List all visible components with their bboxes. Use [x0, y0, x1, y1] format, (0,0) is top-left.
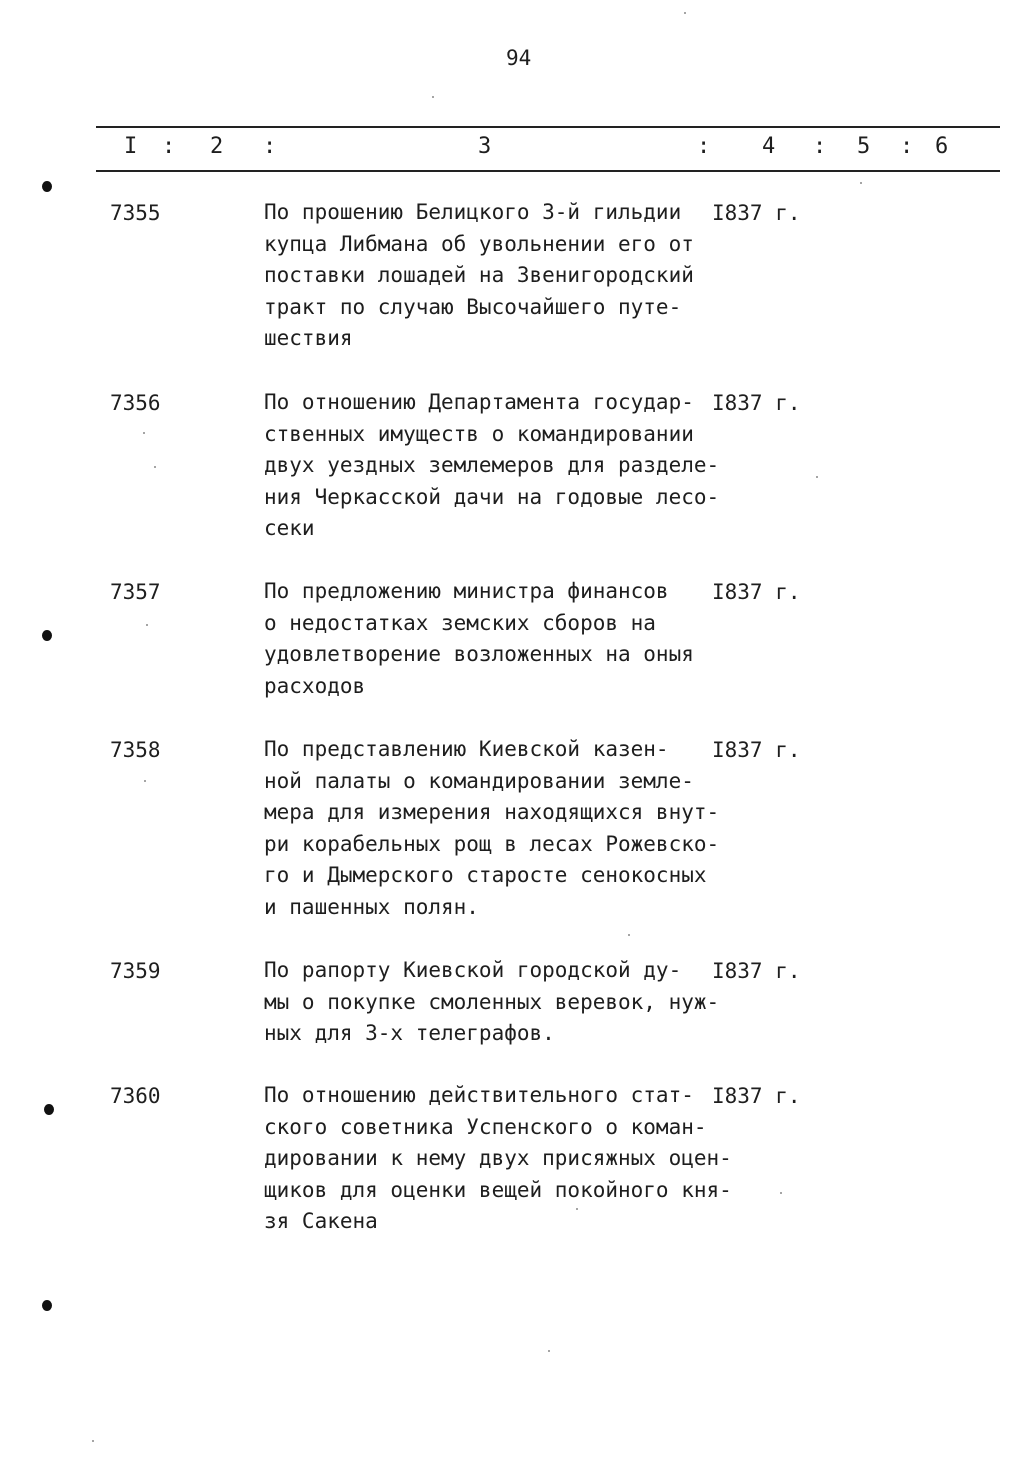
- description-line: По рапорту Киевской городской ду-: [264, 958, 682, 982]
- description-line: По отношению действительного стат-: [264, 1083, 694, 1107]
- entry-description: [264, 734, 744, 924]
- table-top-rule: [96, 126, 1000, 128]
- header-col-2: 2: [210, 134, 224, 159]
- punch-hole: [42, 1300, 52, 1311]
- header-separator-3: :: [697, 134, 711, 159]
- description-line: го и Дымерского старосте сенокосных: [264, 863, 707, 888]
- entry-date: I837 г.: [712, 1084, 801, 1108]
- description-line: ри корабельных рощ в лесах Рожевско-: [264, 831, 720, 856]
- description-line: мера для измерения находящихся внут-: [264, 800, 720, 825]
- entry-description: [264, 1080, 744, 1238]
- scan-speck: [860, 182, 862, 184]
- description-line: мы о покупке смоленных веревок, нуж-: [264, 989, 720, 1014]
- description-line: ского советника Успенского о коман-: [264, 1114, 707, 1139]
- page-number: 94: [506, 46, 532, 70]
- description-line: По прошению Белицкого 3-й гильдии: [264, 200, 682, 224]
- description-line: По предложению министра финансов: [264, 579, 669, 603]
- description-line: щиков для оценки вещей покойного кня-: [264, 1177, 732, 1202]
- entry-date: I837 г.: [712, 201, 801, 225]
- description-line: и пашенных полян.: [264, 894, 479, 919]
- table-header-row: [0, 134, 1024, 164]
- header-col-1: I: [124, 134, 138, 159]
- table-header-bottom-rule: [96, 170, 1000, 172]
- header-col-5: 5: [857, 134, 871, 159]
- scan-speck: [92, 1440, 94, 1442]
- description-line: ных для 3-х телеграфов.: [264, 1021, 555, 1046]
- description-line: ственных имуществ о командировании: [264, 421, 694, 446]
- scan-speck: [780, 1192, 782, 1194]
- punch-hole: [42, 181, 52, 192]
- scan-speck: [684, 12, 686, 14]
- entry-description: [264, 576, 744, 702]
- entry-number: 7356: [110, 391, 161, 415]
- description-line: купца Либмана об увольнении его от: [264, 231, 694, 256]
- description-line: зя Сакена: [264, 1209, 378, 1234]
- punch-hole: [44, 1104, 54, 1115]
- scan-speck: [143, 432, 145, 434]
- description-line: ния Черкасской дачи на годовые лесо-: [264, 484, 720, 509]
- header-separator-4: :: [813, 134, 827, 159]
- description-line: дировании к нему двух присяжных оцен-: [264, 1146, 732, 1171]
- header-separator-1: :: [162, 134, 176, 159]
- description-line: ной палаты о командировании земле-: [264, 768, 694, 793]
- entry-number: 7355: [110, 201, 161, 225]
- entry-description: [264, 197, 744, 355]
- entry-number: 7357: [110, 580, 161, 604]
- entry-description: [264, 387, 744, 545]
- punch-hole: [42, 630, 52, 641]
- description-line: расходов: [264, 673, 366, 698]
- entry-date: I837 г.: [712, 738, 801, 762]
- description-line: секи: [264, 516, 315, 541]
- description-line: о недостатках земских сборов на: [264, 610, 656, 635]
- header-col-4: 4: [762, 134, 776, 159]
- entry-date: I837 г.: [712, 580, 801, 604]
- entry-number: 7360: [110, 1084, 161, 1108]
- description-line: удовлетворение возложенных на оныя: [264, 642, 694, 667]
- entry-number: 7359: [110, 959, 161, 983]
- header-separator-5: :: [900, 134, 914, 159]
- entry-number: 7358: [110, 738, 161, 762]
- description-line: поставки лошадей на Звенигородский: [264, 263, 694, 288]
- description-line: тракт по случаю Высочайшего путе-: [264, 294, 682, 319]
- header-col-6: 6: [935, 134, 949, 159]
- description-line: шествия: [264, 326, 353, 351]
- description-line: По отношению Департамента государ-: [264, 390, 694, 414]
- scan-speck: [432, 96, 434, 98]
- scan-speck: [816, 476, 818, 478]
- description-line: двух уездных землемеров для разделе-: [264, 453, 720, 478]
- scan-speck: [548, 1350, 550, 1352]
- scan-speck: [146, 624, 148, 626]
- entry-description: [264, 955, 744, 1050]
- scan-speck: [628, 934, 630, 936]
- header-separator-2: :: [263, 134, 277, 159]
- scan-speck: [576, 1208, 578, 1210]
- entry-date: I837 г.: [712, 959, 801, 983]
- description-line: По представлению Киевской казен-: [264, 737, 669, 761]
- scan-speck: [144, 780, 146, 782]
- scan-speck: [154, 466, 156, 468]
- header-col-3: 3: [478, 134, 492, 159]
- entry-date: I837 г.: [712, 391, 801, 415]
